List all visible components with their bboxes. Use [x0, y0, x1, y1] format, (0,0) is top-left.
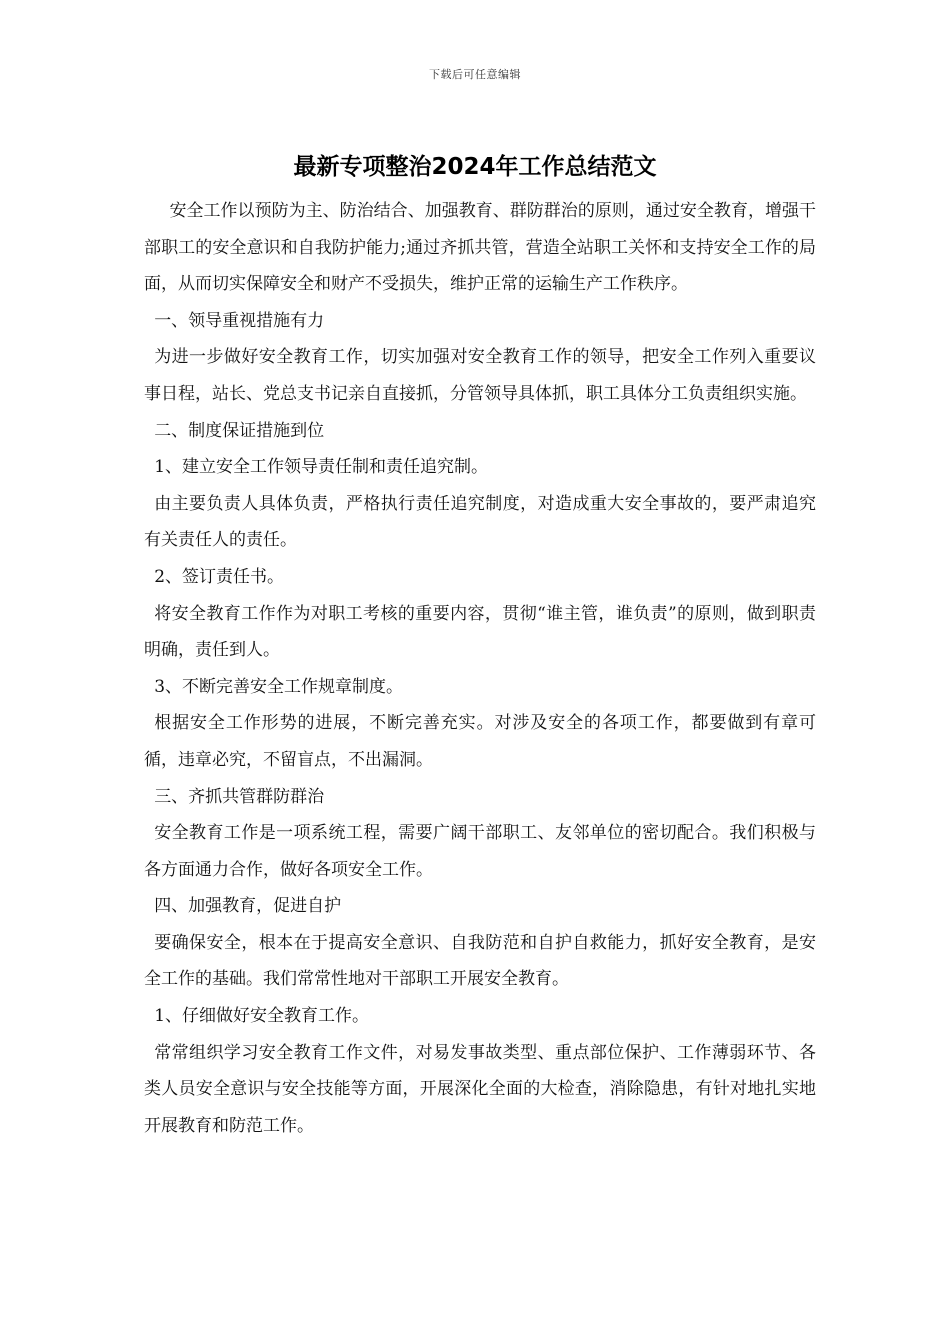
paragraph: 根据安全工作形势的进展，不断完善充实。对涉及安全的各项工作，都要做到有章可循，违章必究，不留盲点，不出漏洞。	[144, 713, 816, 770]
paragraph: 要确保安全，根本在于提高安全意识、自我防范和自护自救能力，抓好安全教育，是安全工作的基础。我们常常性地对干部职工开展安全教育。	[144, 932, 816, 990]
sub-heading: 1、仔细做好安全教育工作。	[154, 1006, 370, 1027]
paragraph: 常常组织学习安全教育工作文件，对易发事故类型、重点部位保护、工作薄弱环节、各类人员安全意识与安全技能等方面，开展深化全面的大检查，消除隐患，有针对地扎实地开展教育和防范工作。	[144, 1042, 816, 1136]
paragraph: 将安全教育工作作为对职工考核的重要内容，贯彻“谁主管，谁负责”的原则，做到职责明确，责任到人。	[144, 603, 816, 661]
paragraph: 安全教育工作是一项系统工程，需要广阔干部职工、友邻单位的密切配合。我们积极与各方面通力合作，做好各项安全工作。	[144, 823, 816, 880]
document-body	[144, 193, 816, 1144]
sub-heading: 3、不断完善安全工作规章制度。	[154, 676, 404, 697]
sub-heading: 1、建立安全工作领导责任制和责任追究制。	[154, 457, 489, 478]
section-heading-3: 三、齐抓共管群防群治	[154, 786, 325, 807]
paragraph: 为进一步做好安全教育工作，切实加强对安全教育工作的领导，把安全工作列入重要议事日程，站长、党总支书记亲自直接抓，分管领导具体抓，职工具体分工负责组织实施。	[144, 347, 816, 404]
section-heading-4: 四、加强教育，促进自护	[154, 896, 342, 917]
paragraph-intro: 安全工作以预防为主、防治结合、加强教育、群防群治的原则，通过安全教育，增强干部职工的安全意识和自我防护能力;通过齐抓共管，营造全站职工关怀和支持安全工作的局面，从而切实保障安全和财产不受损失，维护正常的运输生产工作秩序。	[144, 201, 816, 295]
section-heading-2: 二、制度保证措施到位	[154, 420, 325, 441]
paragraph: 由主要负责人具体负责，严格执行责任追究制度，对造成重大安全事故的，要严肃追究有关责任人的责任。	[144, 493, 816, 551]
sub-heading: 2、签订责任书。	[154, 566, 285, 587]
page-header-note: 下载后可任意编辑	[429, 68, 521, 81]
section-heading-1: 一、领导重视措施有力	[154, 310, 325, 331]
document-title: 最新专项整治2024年工作总结范文	[293, 154, 657, 180]
